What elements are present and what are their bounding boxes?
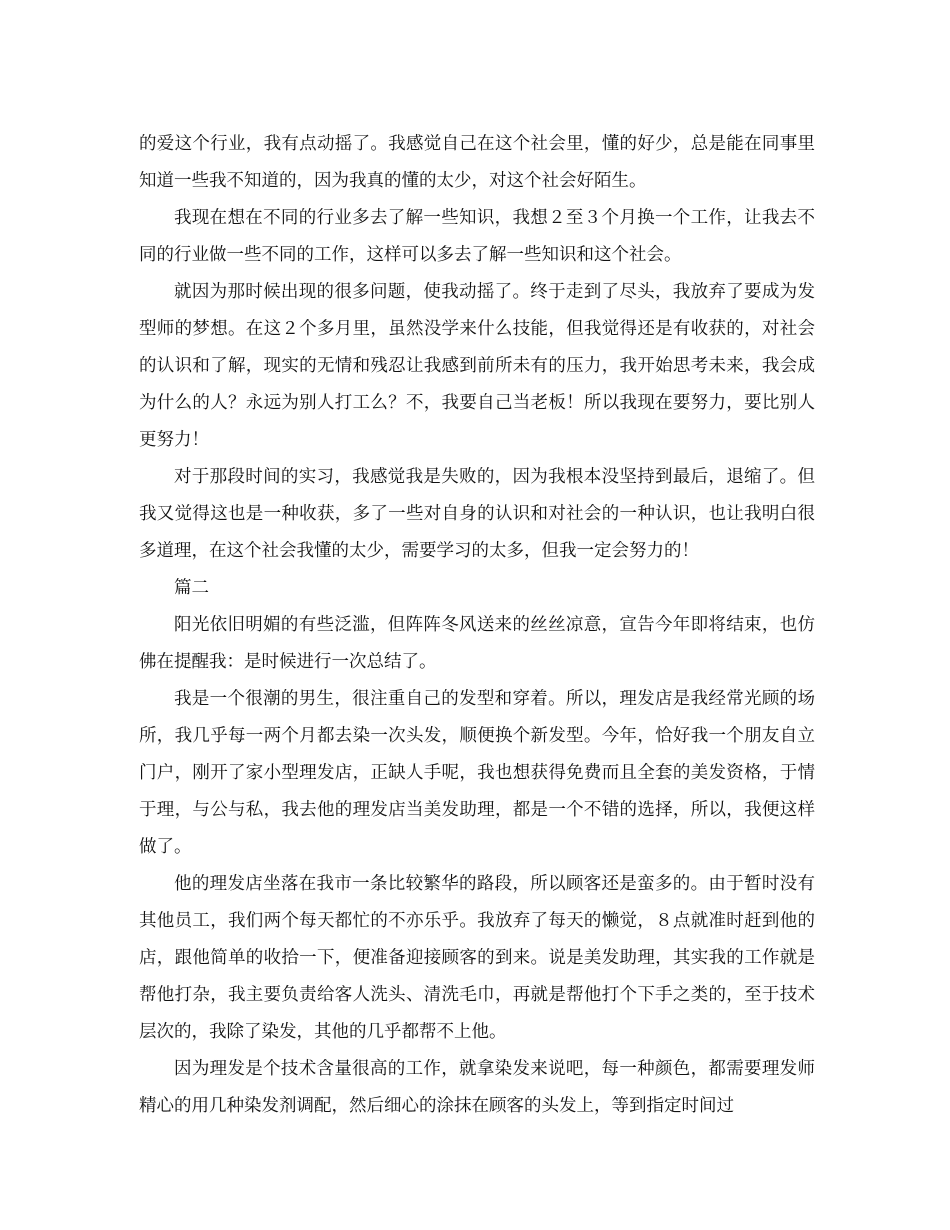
- paragraph: 的爱这个行业，我有点动摇了。我感觉自己在这个社会里，懂的好少，总是能在同事里知道一些我不知道的，因为我真的懂的太少，对这个社会好陌生。: [139, 134, 815, 191]
- section-heading: 篇二: [174, 578, 209, 598]
- paragraph: 阳光依旧明媚的有些泛滥，但阵阵冬风送来的丝丝凉意，宣告今年即将结束，也仿佛在提醒我：是时候进行一次总结了。: [139, 615, 815, 672]
- paragraph: 因为理发是个技术含量很高的工作，就拿染发来说吧，每一种颜色，都需要理发师精心的用几种染发剂调配，然后细心的涂抹在顾客的头发上，等到指定时间过: [139, 1059, 815, 1116]
- paragraph: 他的理发店坐落在我市一条比较繁华的路段，所以顾客还是蛮多的。由于暂时没有其他员工，我们两个每天都忙的不亦乐乎。我放弃了每天的懒觉，８点就准时赶到他的店，跟他简单的收拾一下，便准备迎接顾客的到来。说是美发助理，其实我的工作就是帮他打杂，我主要负责给客人洗头、清洗毛巾，再就是帮他打个下手之类的，至于技术层次的，我除了染发，其他的几乎都帮不上他。: [139, 874, 815, 1042]
- paragraph: 就因为那时候出现的很多问题，使我动摇了。终于走到了尽头，我放弃了要成为发型师的梦想。在这２个多月里，虽然没学来什么技能，但我觉得还是有收获的，对社会的认识和了解，现实的无情和残忍让我感到前所未有的压力，我开始思考未来，我会成为什么的人？永远为别人打工么？不，我要自己当老板！所以我现在要努力，要比别人更努力！: [139, 282, 815, 450]
- paragraph: 我现在想在不同的行业多去了解一些知识，我想２至３个月换一个工作，让我去不同的行业做一些不同的工作，这样可以多去了解一些知识和这个社会。: [139, 208, 815, 265]
- document-body: [139, 126, 815, 1125]
- paragraph: 对于那段时间的实习，我感觉我是失败的，因为我根本没坚持到最后，退缩了。但我又觉得这也是一种收获，多了一些对自身的认识和对社会的一种认识，也让我明白很多道理，在这个社会我懂的太少，需要学习的太多，但我一定会努力的！: [139, 467, 815, 561]
- paragraph: 我是一个很潮的男生，很注重自己的发型和穿着。所以，理发店是我经常光顾的场所，我几乎每一两个月都去染一次头发，顺便换个新发型。今年，恰好我一个朋友自立门户，刚开了家小型理发店，正缺人手呢，我也想获得免费而且全套的美发资格，于情于理，与公与私，我去他的理发店当美发助理，都是一个不错的选择，所以，我便这样做了。: [139, 689, 815, 857]
